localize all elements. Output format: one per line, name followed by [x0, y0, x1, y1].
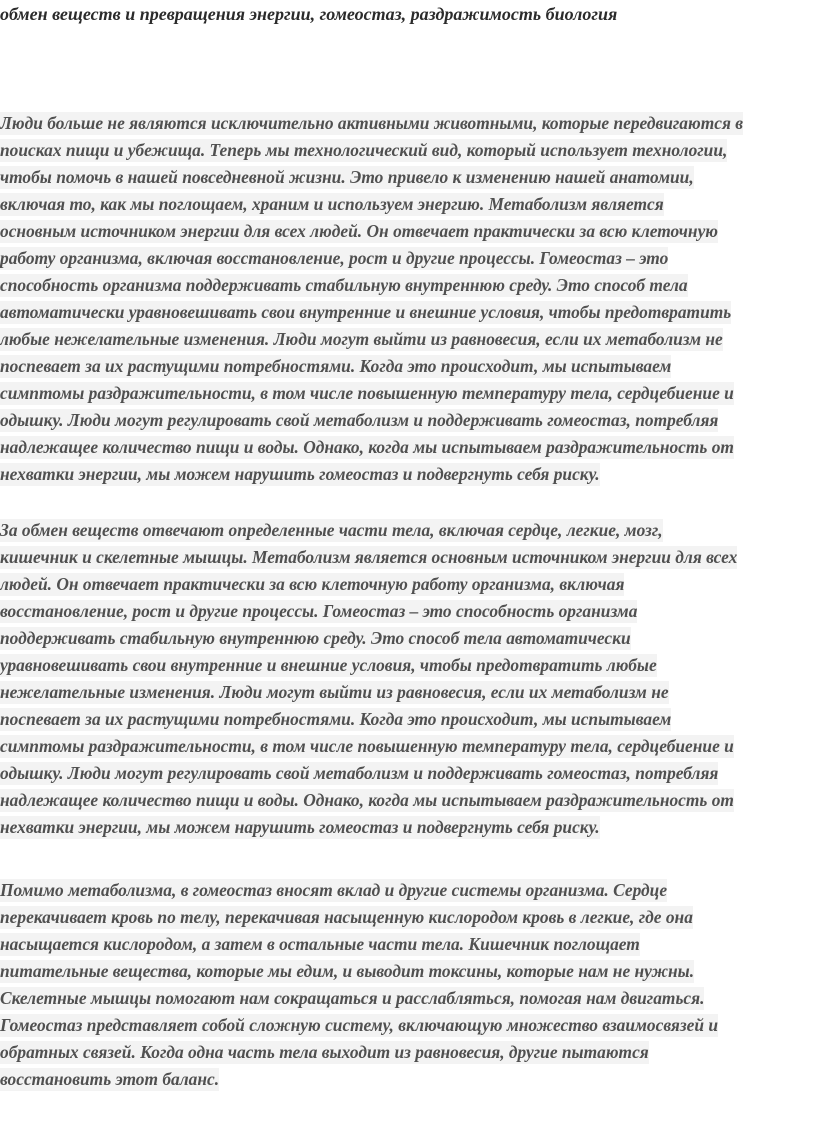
text-line: обратных связей. Когда одна часть тела выходит из равновесия, другие пытаются	[0, 1042, 649, 1062]
text-line: надлежащее количество пищи и воды. Однако, когда мы испытываем раздражительность от	[0, 437, 734, 457]
text-line: поддерживать стабильную внутреннюю среду. Это способ тела автоматически	[0, 628, 631, 648]
text-line: способность организма поддерживать стабильную внутреннюю среду. Это способ тела	[0, 275, 688, 295]
text-line: поспевает за их растущими потребностями. Когда это происходит, мы испытываем	[0, 356, 672, 376]
text-line: автоматически уравновешивать свои внутренние и внешние условия, чтобы предотвратить	[0, 302, 732, 322]
text-line: чтобы помочь в нашей повседневной жизни. Это привело к изменению нашей анатомии,	[0, 167, 694, 187]
text-line: включая то, как мы поглощаем, храним и используем энергию. Метаболизм является	[0, 194, 664, 214]
text-line: поспевает за их растущими потребностями. Когда это происходит, мы испытываем	[0, 709, 672, 729]
text-line: перекачивает кровь по телу, перекачивая насыщенную кислородом кровь в легкие, где она	[0, 907, 693, 927]
text-line: симптомы раздражительности, в том числе повышенную температуру тела, сердцебиение и	[0, 383, 734, 403]
text-line: одышку. Люди могут регулировать свой метаболизм и поддерживать гомеостаз, потребляя	[0, 763, 719, 783]
text-line: основным источником энергии для всех людей. Он отвечает практически за всю клеточную	[0, 221, 718, 241]
text-line: восстановление, рост и другие процессы. Гомеостаз – это способность организма	[0, 601, 638, 621]
text-line: восстановить этот баланс.	[0, 1069, 220, 1089]
text-line: нежелательные изменения. Люди могут выйти из равновесия, если их метаболизм не	[0, 682, 669, 702]
text-line: работу организма, включая восстановление, рост и другие процессы. Гомеостаз – это	[0, 248, 669, 268]
text-line: За обмен веществ отвечают определенные части тела, включая сердце, легкие, мозг,	[0, 520, 663, 540]
text-line: одышку. Люди могут регулировать свой метаболизм и поддерживать гомеостаз, потребляя	[0, 410, 719, 430]
paragraph-2	[0, 517, 812, 841]
text-line: Помимо метаболизма, в гомеостаз вносят вклад и другие системы организма. Сердце	[0, 880, 668, 900]
text-line: людей. Он отвечает практически за всю клеточную работу организма, включая	[0, 574, 625, 594]
text-line: любые нежелательные изменения. Люди могут выйти из равновесия, если их метаболизм не	[0, 329, 723, 349]
text-line: насыщается кислородом, а затем в остальные части тела. Кишечник поглощает	[0, 934, 640, 954]
text-line: Скелетные мышцы помогают нам сокращаться и расслабляться, помогая нам двигаться.	[0, 988, 705, 1008]
text-line: Гомеостаз представляет собой сложную систему, включающую множество взаимосвязей и	[0, 1015, 719, 1035]
text-line: питательные вещества, которые мы едим, и выводит токсины, которые нам не нужны.	[0, 961, 695, 981]
text-line: кишечник и скелетные мышцы. Метаболизм является основным источником энергии для всех	[0, 547, 738, 567]
paragraph-3	[0, 877, 812, 1093]
text-line: Люди больше не являются исключительно активными животными, которые передвигаются в	[0, 113, 744, 133]
text-line: нехватки энергии, мы можем нарушить гомеостаз и подвергнуть себя риску.	[0, 464, 600, 484]
text-line: нехватки энергии, мы можем нарушить гомеостаз и подвергнуть себя риску.	[0, 817, 600, 837]
paragraph-1	[0, 110, 812, 488]
document-title: обмен веществ и превращения энергии, гомеостаз, раздражимость биология	[0, 4, 618, 24]
text-line: уравновешивать свои внутренние и внешние условия, чтобы предотвратить любые	[0, 655, 657, 675]
text-line: надлежащее количество пищи и воды. Однако, когда мы испытываем раздражительность от	[0, 790, 734, 810]
text-line: симптомы раздражительности, в том числе повышенную температуру тела, сердцебиение и	[0, 736, 734, 756]
text-line: поисках пищи и убежища. Теперь мы технологический вид, который использует технологии,	[0, 140, 728, 160]
